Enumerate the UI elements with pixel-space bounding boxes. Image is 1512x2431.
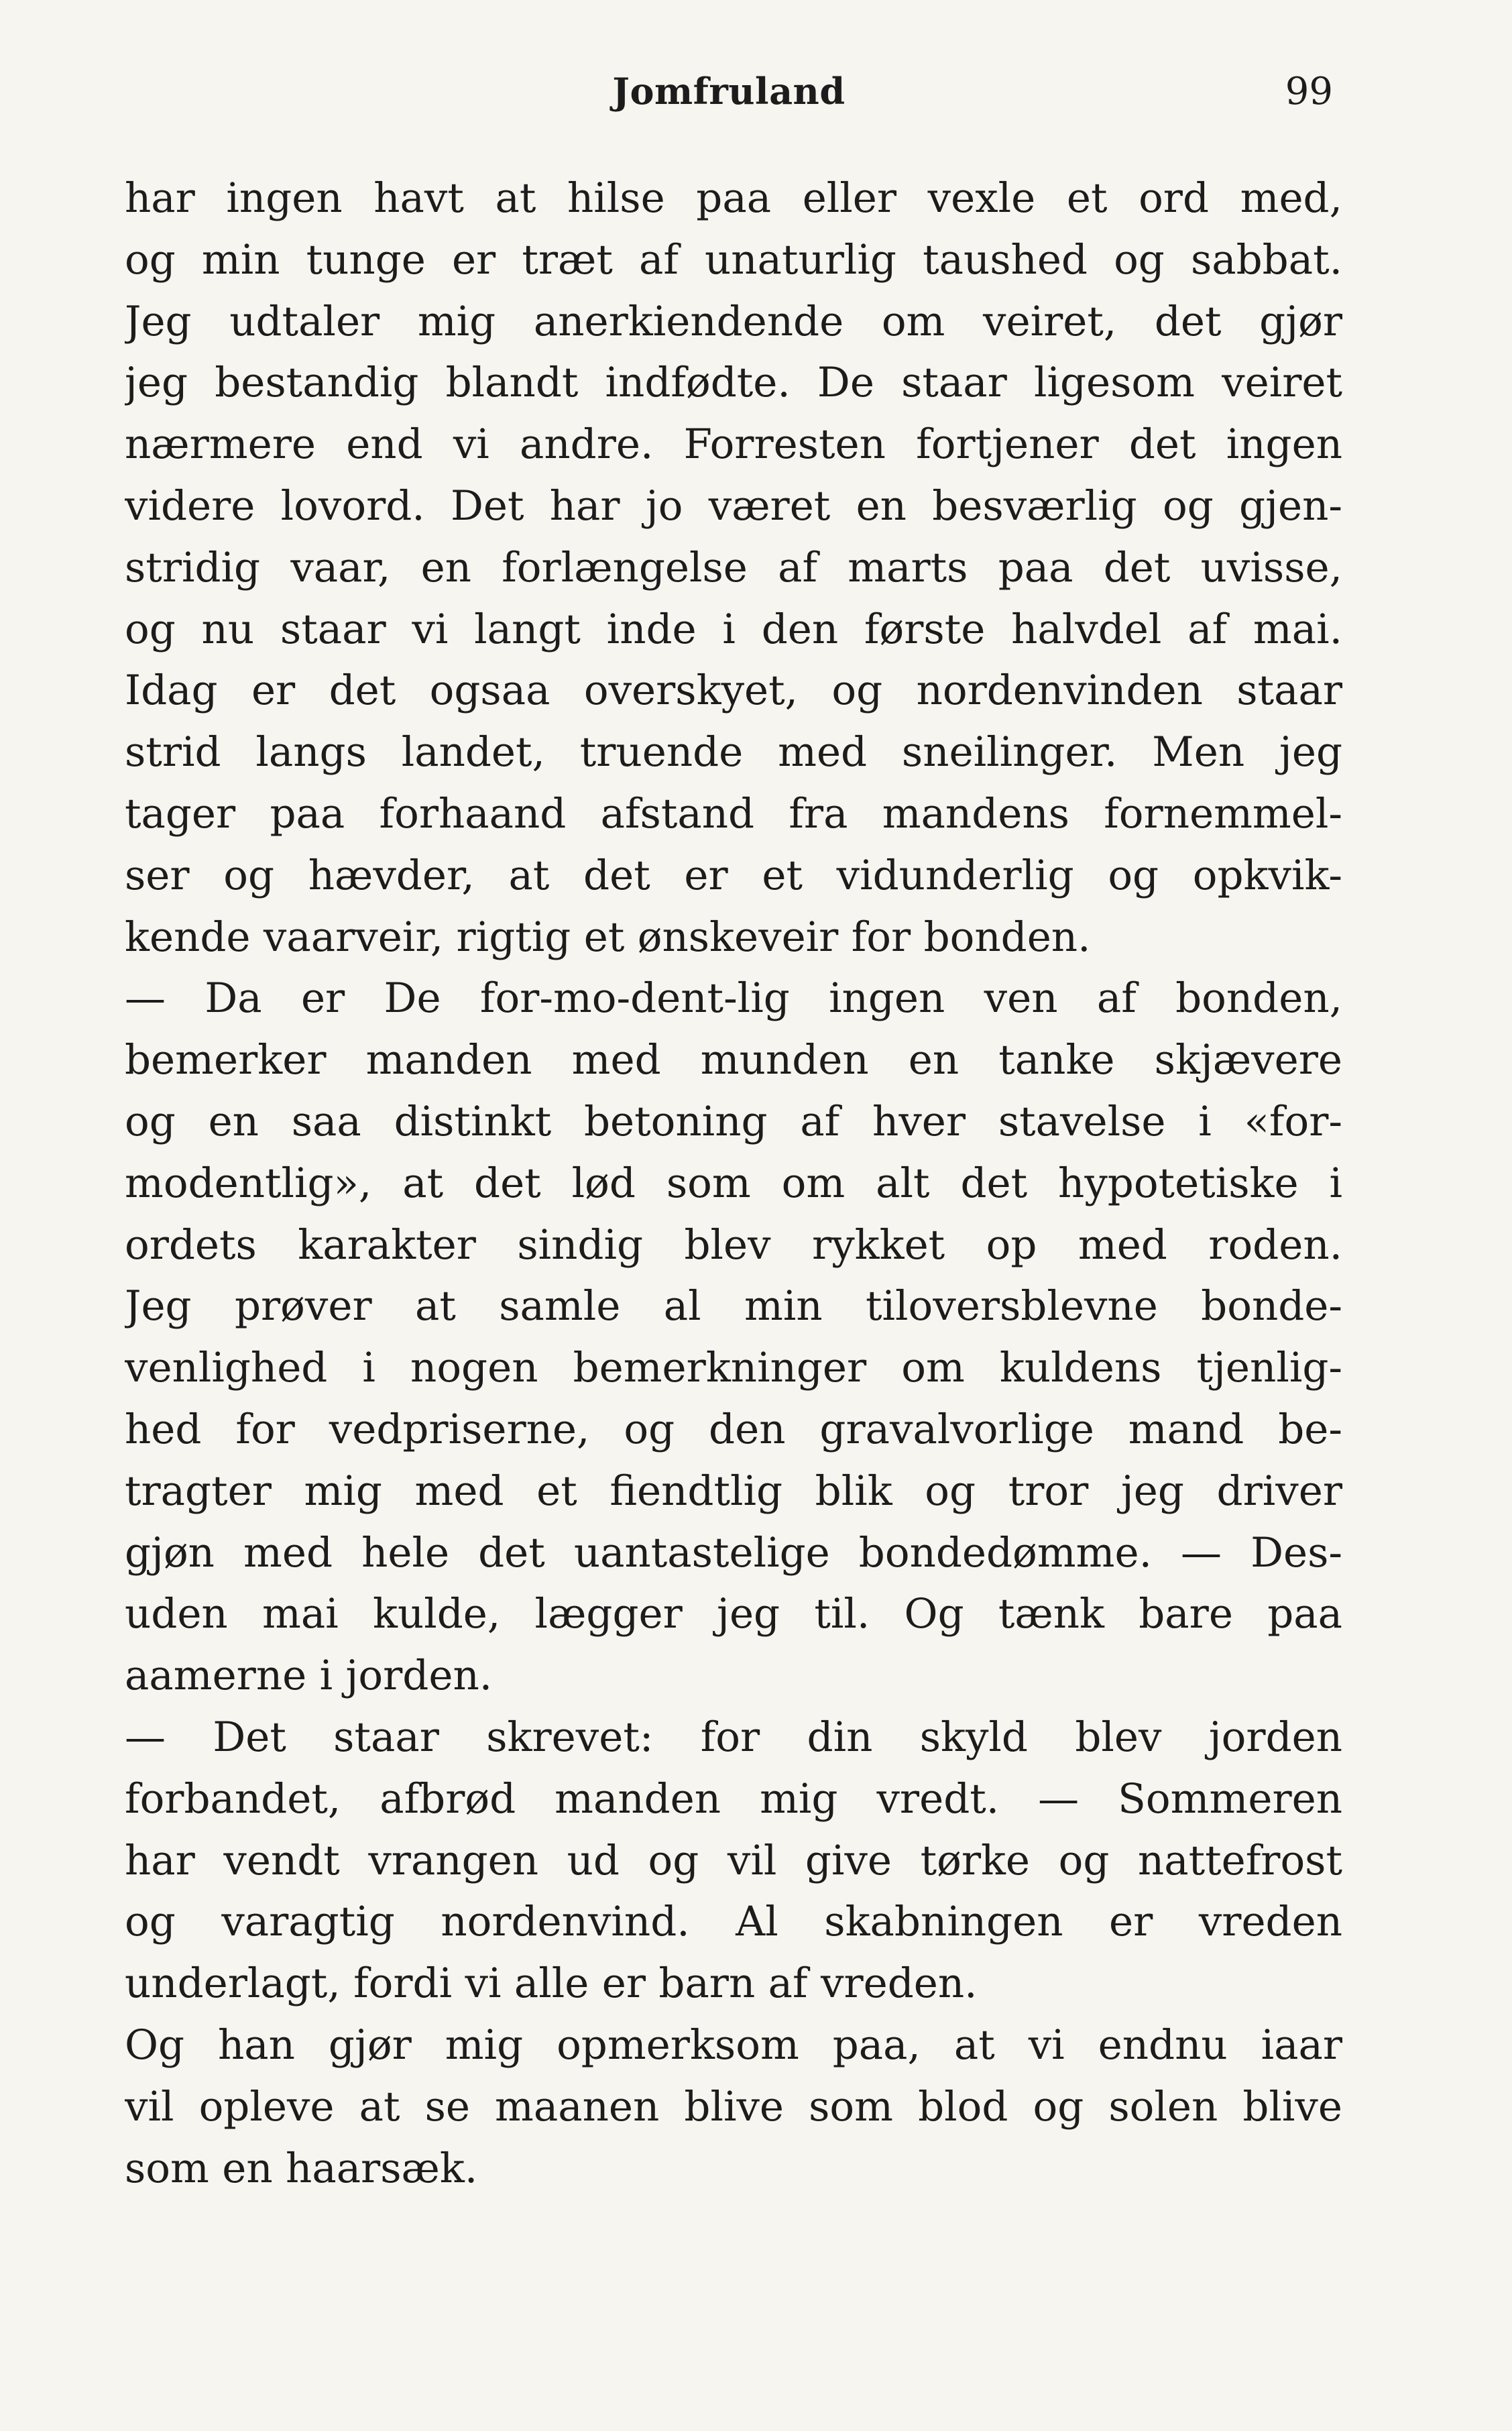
text-line: og en saa distinkt betoning af hver stavelse i «for- [125,1097,1342,1145]
text-line: forbandet, afbrød manden mig vredt. — Sommeren [125,1774,1342,1823]
text-line: kende vaarveir, rigtig et ønskeveir for bonden. [125,913,1091,961]
text-line: har ingen havt at hilse paa eller vexle et ord med, [125,174,1342,222]
text-line: ordets karakter sindig blev rykket op med roden. [125,1221,1342,1269]
text-line: Idag er det ogsaa overskyet, og nordenvinden staar [125,667,1342,715]
text-line: tager paa forhaand afstand fra mandens fornemmel- [125,789,1342,838]
text-line: og min tunge er træt af unaturlig taushed og sabbat. [125,235,1342,284]
text-line: underlagt, fordi vi alle er barn af vreden. [125,1960,978,2008]
text-line: hed for vedpriserne, og den gravalvorlige mand be- [125,1405,1342,1453]
text-line: stridig vaar, en forlængelse af marts paa det uvisse, [125,543,1342,591]
text-line: som en haarsæk. [125,2144,478,2192]
text-line: og varagtig nordenvind. Al skabningen er vreden [125,1898,1342,1946]
body-text [125,168,1342,2199]
text-line: jeg bestandig blandt indfødte. De staar ligesom veiret [125,359,1342,407]
text-line: strid langs landet, truende med sneilinger. Men jeg [125,728,1342,777]
text-line: venlighed i nogen bemerkninger om kuldens tjenlig- [125,1344,1342,1392]
page-header [125,70,1333,123]
text-line: Jeg udtaler mig anerkiendende om veiret, det gjør [125,297,1342,345]
text-line: gjøn med hele det uantastelige bondedømme. — Des- [125,1528,1342,1577]
text-line: Jeg prøver at samle al min tiloversblevne bonde- [125,1282,1342,1331]
running-title: Jomfruland [612,70,846,113]
text-line: nærmere end vi andre. Forresten fortjener det ingen [125,420,1342,469]
text-line: vil opleve at se maanen blive som blod og solen blive [125,2082,1342,2131]
text-line: Og han gjør mig opmerksom paa, at vi endnu iaar [125,2021,1342,2069]
text-line: ser og hævder, at det er et vidunderlig og opkvik- [125,851,1342,899]
text-line: uden mai kulde, lægger jeg til. Og tænk bare paa [125,1590,1342,1638]
text-line: aamerne i jorden. [125,1652,493,1700]
text-line: modentlig», at det lød som om alt det hypotetiske i [125,1159,1342,1207]
text-line: tragter mig med et fiendtlig blik og tror jeg driver [125,1467,1342,1515]
page-number: 99 [1285,70,1333,113]
text-line: — Da er De for-mo-dent-lig ingen ven af bonden, [125,974,1342,1023]
text-line: og nu staar vi langt inde i den første halvdel af mai. [125,605,1342,653]
text-line: har vendt vrangen ud og vil give tørke og nattefrost [125,1836,1342,1884]
text-line: videre lovord. Det har jo været en besværlig og gjen- [125,482,1342,530]
text-line: bemerker manden med munden en tanke skjævere [125,1036,1342,1084]
text-line: — Det staar skrevet: for din skyld blev jorden [125,1713,1342,1761]
